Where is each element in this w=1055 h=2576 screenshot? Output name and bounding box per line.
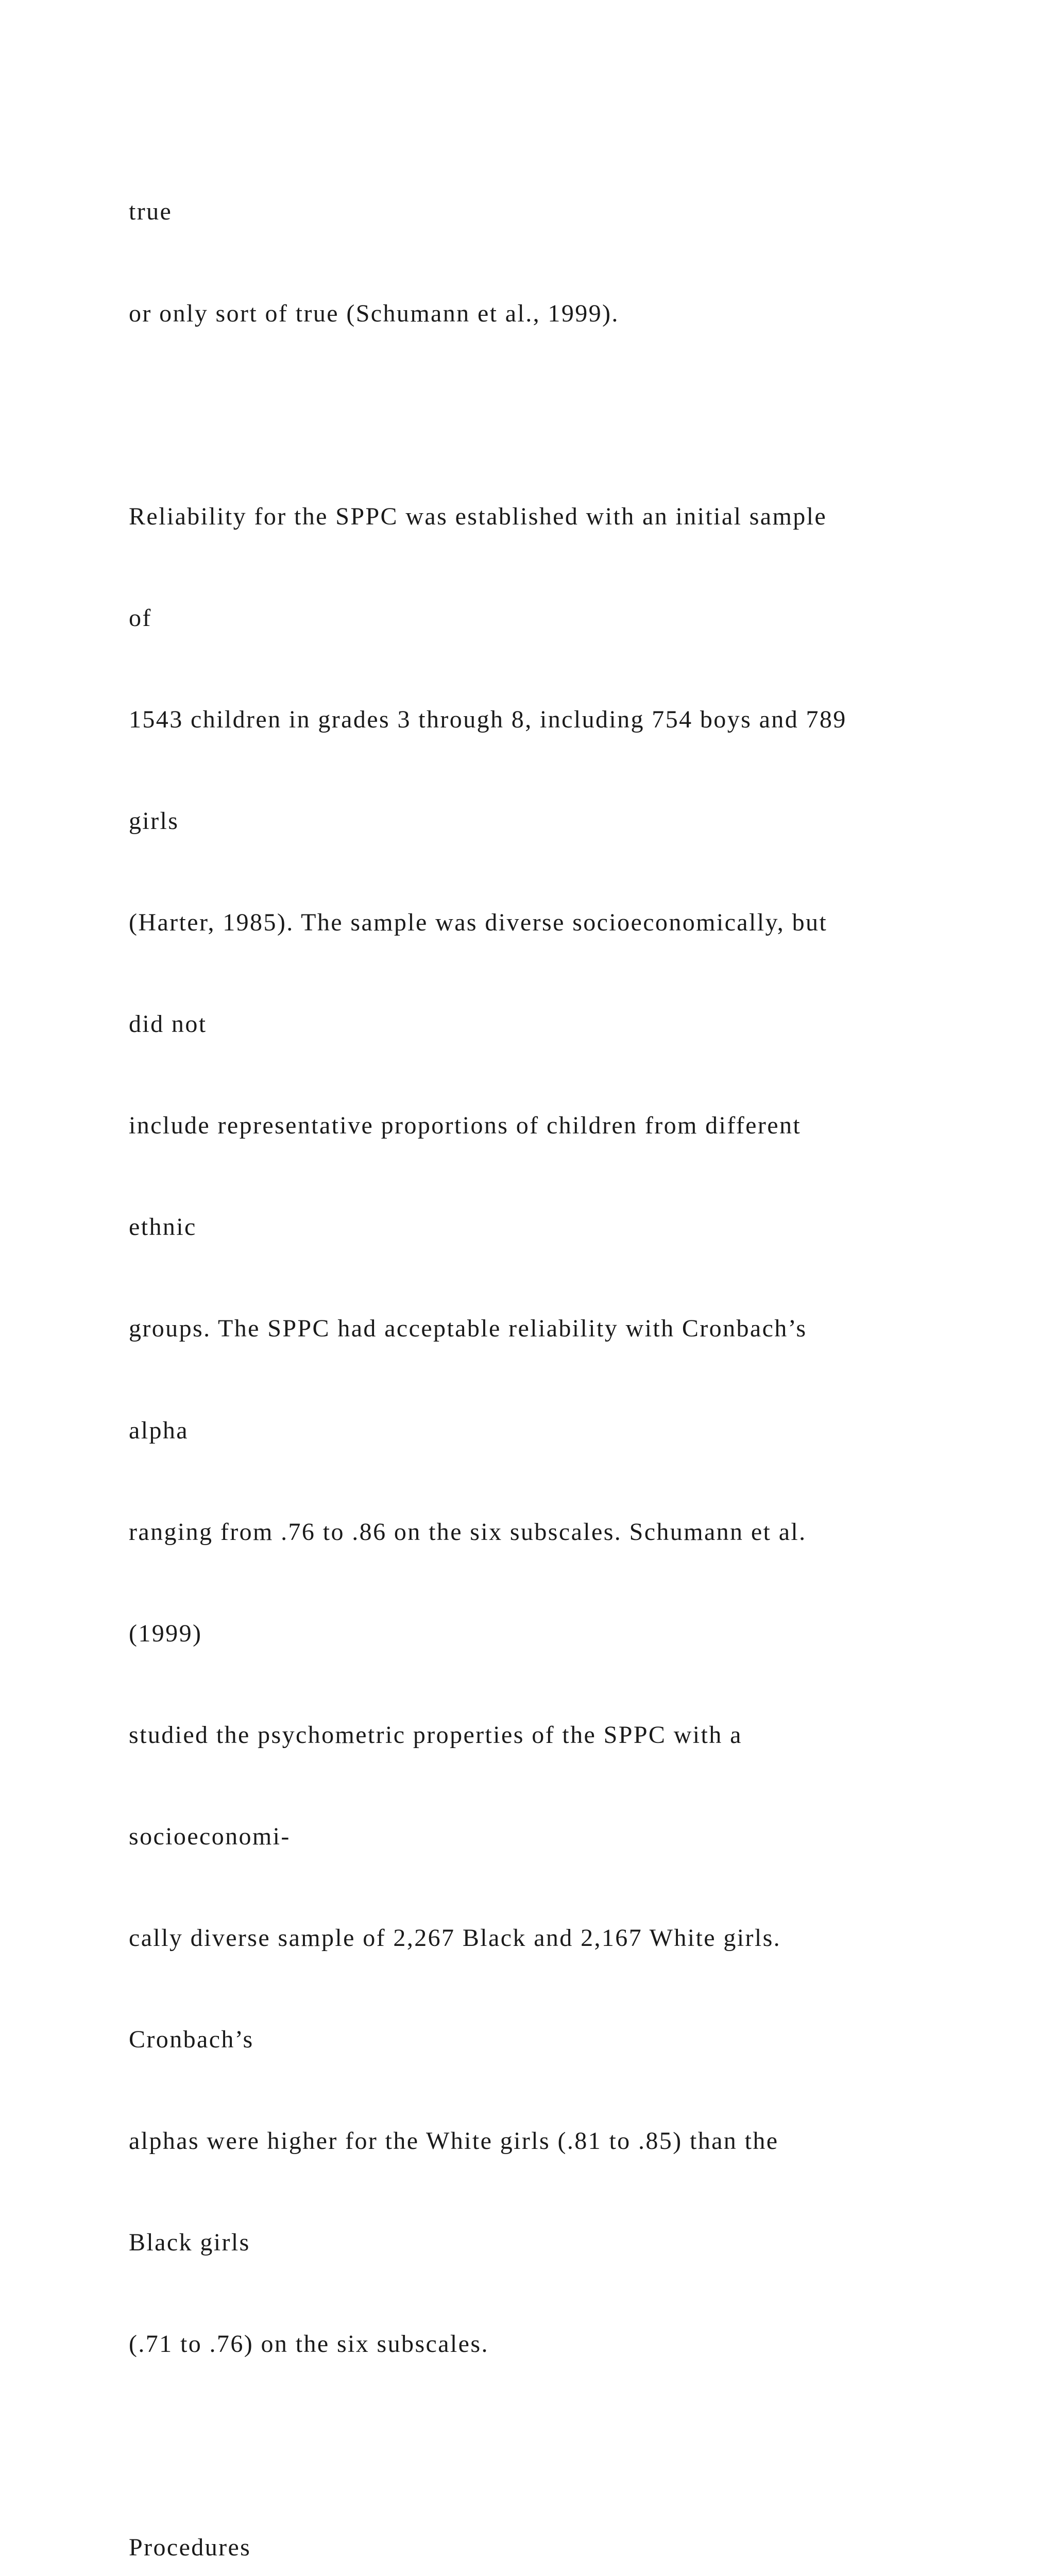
text-line: (1999): [129, 1619, 202, 1647]
text-line: socioeconomi-: [129, 1822, 291, 1850]
text-line: Cronbach’s: [129, 2026, 254, 2054]
text-line: cally diverse sample of 2,267 Black and 2,167 White girls.: [129, 1924, 781, 1952]
text-line: ranging from .76 to .86 on the six subscales. Schumann et al.: [129, 1518, 807, 1546]
text-line: include representative proportions of children from different: [129, 1112, 802, 1140]
text-line: alpha: [129, 1416, 189, 1444]
text-line: did not: [129, 1010, 207, 1038]
text-line: groups. The SPPC had acceptable reliability with Cronbach’s: [129, 1315, 807, 1343]
text-line: ethnic: [129, 1213, 197, 1241]
text-line: alphas were higher for the White girls (.81 to .85) than the: [129, 2127, 779, 2155]
text-line: Reliability for the SPPC was established with an initial sample: [129, 502, 827, 530]
text-line: or only sort of true (Schumann et al., 1999).: [129, 299, 619, 327]
blank-line: [129, 398, 1005, 432]
body-text: [129, 127, 1005, 2576]
text-line: true: [129, 198, 173, 226]
blank-line: [129, 2429, 1005, 2463]
text-line: (Harter, 1985). The sample was diverse socioeconomically, but: [129, 909, 828, 937]
text-line: Black girls: [129, 2229, 250, 2257]
text-line: of: [129, 604, 152, 632]
text-line: studied the psychometric properties of the SPPC with a: [129, 1721, 742, 1749]
text-line: (.71 to .76) on the six subscales.: [129, 2330, 489, 2358]
text-line: girls: [129, 807, 179, 835]
section-heading: Procedures: [129, 2533, 251, 2561]
text-line: 1543 children in grades 3 through 8, including 754 boys and 789: [129, 705, 847, 733]
